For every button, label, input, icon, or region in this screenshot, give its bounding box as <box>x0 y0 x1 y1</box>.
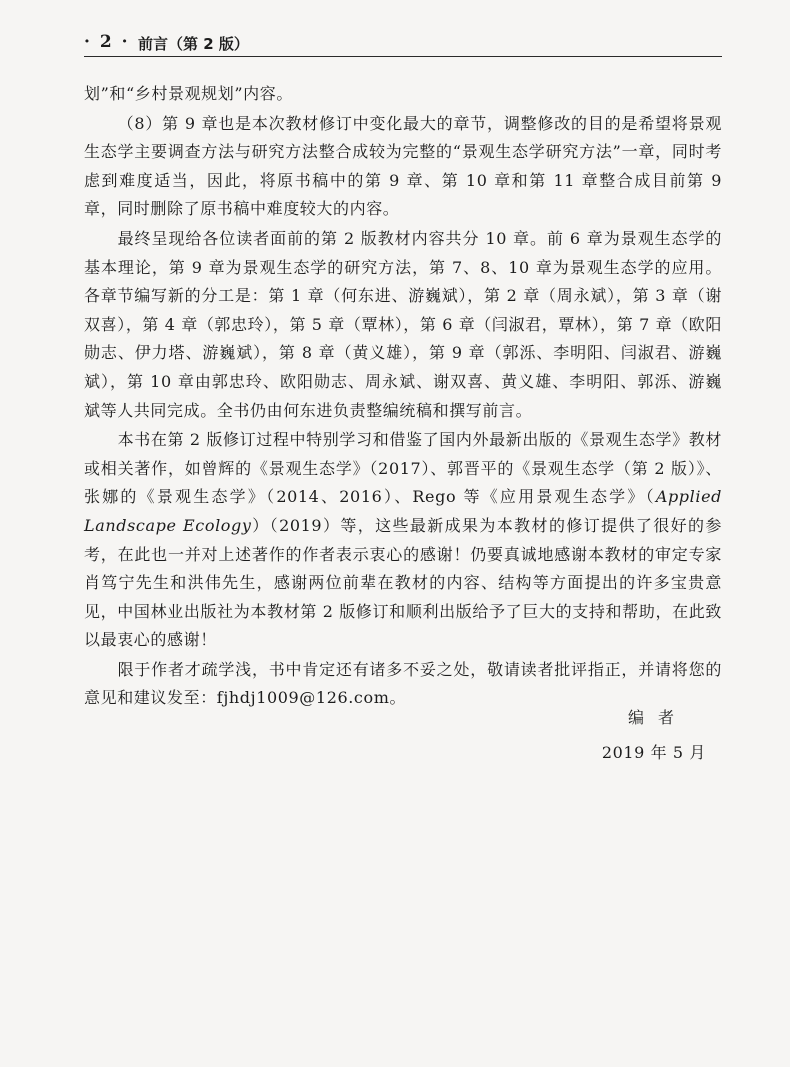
running-title: 前言（第 2 版） <box>138 35 249 53</box>
signature-block <box>602 700 706 770</box>
paragraph: 最终呈现给各位读者面前的第 2 版教材内容共分 10 章。前 6 章为景观生态学的基本理论，第 9 章为景观生态学的研究方法，第 7、8、10 章为景观生态学的应用。各章节编写新的分工是：第 1 章（何东进、游巍斌），第 2 章（周永斌），第 3 章（谢双喜），第 4 章（郭忠玲），第 5 章（覃林），第 6 章（闫淑君，覃林），第 7 章（欧阳勋志、伊力塔、游巍斌），第 8 章（黄义雄），第 9 章（郭泺、李明阳、闫淑君、游巍斌），第 10 章由郭忠玲、欧阳勋志、周永斌、谢双喜、黄义雄、李明阳、郭泺、游巍斌等人共同完成。全书仍由何东进负责整编统稿和撰写前言。 <box>84 228 722 420</box>
page-number: · 2 · <box>84 32 130 52</box>
paragraph-feedback: 限于作者才疏学浅，书中肯定还有诸多不妥之处，敬请读者批评指正，并请将您的意见和建议发至：fjhdj1009@126.com。 <box>84 659 722 708</box>
paragraph-text: ）（2019）等，这些最新成果为本教材的修订提供了很好的参考，在此也一并对上述著作的作者表示衷心的感谢！仍要真诚地感谢本教材的审定专家肖笃宁先生和洪伟先生，感谢两位前辈在教材的内容、结构等方面提出的许多宝贵意见，中国林业出版社为本教材第 2 版修订和顺利出版给予了巨大的支持和帮助，在此致以最衷心的感谢！ <box>84 515 722 650</box>
paragraph-text: 本书在第 2 版修订过程中特别学习和借鉴了国内外最新出版的《景观生态学》教材或相关著作，如曾辉的《景观生态学》（2017）、郭晋平的《景观生态学（第 2 版）》、张娜的《景观生态学》（2014、2016）、Rego 等《应用景观生态学》（ <box>84 430 722 507</box>
english-book-title: Applied Landscape Ecology <box>84 487 722 535</box>
author-signature: 编者 <box>627 708 688 727</box>
paragraph-acknowledgements <box>84 426 722 655</box>
paragraph: 划”和“乡村景观规划”内容。 <box>84 84 293 103</box>
signature-date: 2019 年 5 月 <box>601 743 706 762</box>
running-header <box>84 30 722 57</box>
body-text <box>84 80 722 714</box>
paragraph: （8）第 9 章也是本次教材修订中变化最大的章节，调整修改的目的是希望将景观生态学主要调查方法与研究方法整合成较为完整的“景观生态学研究方法”一章，同时考虑到难度适当，因此，将原书稿中的第 9 章、第 10 章和第 11 章整合成目前第 9 章，同时删除了原书稿中难度较大的内容。 <box>84 113 722 219</box>
